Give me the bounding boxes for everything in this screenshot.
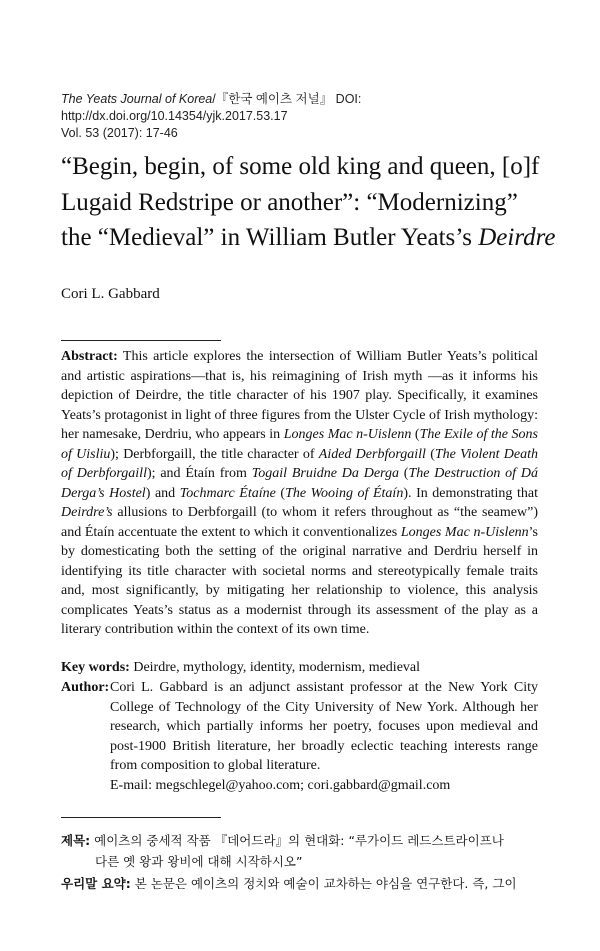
abstract-italic: Longes Mac n-Uislenn (283, 427, 412, 442)
abstract-text: ) and (145, 485, 180, 501)
author-bio-body (110, 678, 538, 795)
title-line-1: “Begin, begin, of some old king and queen, [o]f (61, 153, 540, 180)
abstract-italic: The Destruction of Dá Derga’s Hostel (61, 466, 539, 501)
divider-bottom (61, 817, 221, 818)
korean-title-label: 제목: (61, 833, 91, 848)
korean-abstract-text: 본 논문은 예이츠의 정치와 예술이 교차하는 야심을 연구한다. 즉, 그이 (130, 876, 517, 891)
abstract-text: ( (275, 485, 286, 501)
divider-top (61, 340, 221, 341)
journal-korean-doi: /『한국 예이츠 저널』 DOI: http://dx.doi.org/10.14354/yjk.2017.53.17 (61, 92, 362, 123)
abstract-italic: Togail Bruidne Da Derga (251, 466, 399, 481)
author-bio-label: Author: (61, 680, 110, 695)
abstract-italic: Longes Mac n-Uislenn (400, 524, 529, 540)
korean-title-line-1: 예이츠의 중세적 작품 『데어드라』의 현대화: “루가이드 레드스트라이프나 (90, 833, 504, 848)
abstract (61, 347, 538, 640)
abstract-text: ); Derbforgaill, the title character of (110, 446, 319, 462)
abstract-text: allusions to Derbforgaill (to whom it refers throughout as “the seamew”) and Étaín accentuate the extent to which it conventionalizes (61, 505, 538, 540)
abstract-italic: Deirdre’s (61, 505, 113, 520)
journal-name: The Yeats Journal of Korea (61, 92, 213, 106)
korean-title (61, 830, 541, 872)
abstract-italic: Aided Derbforgaill (318, 446, 426, 462)
author-bio (61, 678, 538, 795)
title-play-name: Deirdre (478, 224, 556, 251)
abstract-italic: Tochmarc Étaíne (179, 485, 276, 501)
keywords-text: Deirdre, mythology, identity, modernism, medieval (129, 660, 421, 675)
abstract-italic: The Violent Death of Derbforgaill (61, 446, 539, 481)
abstract-text: This article explores the intersection of William Butler Yeats’s political and artistic aspirations—that is, his reimagining of Irish myth —as it informs his depiction of Deirdre, the title character of his 1907 play. Specifically, it examines Yeats’s protagonist in light of three figures from the Ulster Cycle of Irish mythology: her namesake, Derdriu, who appears in (61, 349, 538, 442)
journal-header (61, 91, 561, 142)
journal-citation (61, 91, 561, 125)
title-line-3-text: the “Medieval” in William Butler Yeats’s (61, 224, 479, 251)
keywords (61, 658, 538, 678)
korean-abstract (61, 874, 541, 894)
abstract-italic: The Wooing of Étaín (285, 485, 404, 501)
abstract-text: ); and Étaín from (146, 466, 252, 481)
title-line-2: Lugaid Redstripe or another”: “Modernizing” (61, 188, 518, 216)
article-title (61, 149, 561, 256)
title-line-3 (61, 220, 561, 256)
keywords-label: Key words: (61, 660, 130, 675)
korean-title-line-2: 다른 옛 왕과 왕비에 대해 시작하시오” (95, 854, 303, 869)
abstract-text: ). In demonstrating that (403, 485, 538, 501)
abstract-italic: The Exile of the Sons of Uisliu (61, 427, 538, 462)
abstract-label: Abstract: (61, 349, 118, 364)
journal-volume: Vol. 53 (2017): 17-46 (61, 126, 178, 140)
abstract-text: ( (411, 427, 420, 442)
author-bio-text: Cori L. Gabbard is an adjunct assistant professor at the New York City College of Technology of the City University of New York. Although her research, which partially informs her poetry, focuses upon medieval and post-1900 British literature, her broadly eclectic teaching interests range from composition to global literature. (110, 680, 538, 773)
author-name: Cori L. Gabbard (61, 286, 160, 302)
abstract-text: ’s by domesticating both the setting of the original narrative and Derdriu herself in identifying its title character with societal norms and stereotypically female traits and, most significantly, by mitigating her relationship to violence, this analysis complicates Yeats’s status as a modernist through its assessment of the play as a literary contribution within the context of its own time. (61, 524, 539, 637)
korean-abstract-label: 우리말 요약: (61, 876, 131, 891)
abstract-text: ( (425, 446, 435, 462)
abstract-text: ( (398, 466, 409, 481)
author-email: E-mail: megschlegel@yahoo.com; cori.gabbard@gmail.com (110, 777, 451, 793)
